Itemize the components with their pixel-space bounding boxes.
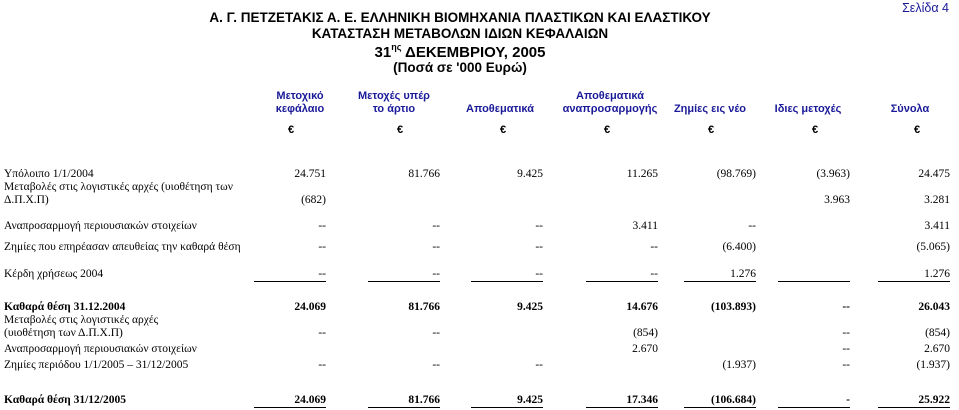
cell-value: 25.922	[918, 394, 950, 406]
column-header-line2: το άρτιο	[372, 103, 416, 115]
cell-value: (3.963)	[816, 168, 850, 180]
cell-value: 2.670	[924, 343, 950, 355]
total-underline	[254, 281, 326, 282]
total-underline	[471, 407, 543, 408]
row-label-continued: (υιοθέτηση των Δ.Π.Χ.Π)	[4, 327, 123, 339]
cell-value: (854)	[925, 327, 950, 339]
cell-value: 26.043	[918, 301, 950, 313]
cell-value: (1.937)	[916, 359, 950, 371]
cell-value: (1.937)	[722, 359, 756, 371]
cell-value: (106.684)	[710, 394, 756, 406]
cell-value: 14.676	[626, 301, 658, 313]
cell-value: --	[318, 359, 326, 371]
cell-value: --	[535, 241, 543, 253]
column-header-line1: Μετοχές υπέρ	[358, 90, 430, 102]
cell-value: 1.276	[924, 268, 950, 280]
row-label: Υπόλοιπο 1/1/2004	[4, 168, 94, 180]
total-underline	[778, 407, 850, 408]
cell-value: 24.475	[918, 168, 950, 180]
column-header	[334, 90, 454, 116]
total-underline	[684, 281, 756, 282]
row-label: Μεταβολές στις λογιστικές αρχές (υιοθέτηση των	[4, 181, 233, 193]
cell-value: --	[432, 268, 440, 280]
cell-value: (682)	[301, 194, 326, 206]
total-underline	[586, 281, 658, 282]
row-label: Καθαρά θέση 31/12/2005	[4, 394, 126, 406]
column-header-line1: Μετοχικό	[276, 90, 324, 102]
row-label-continued: Δ.Π.Χ.Π)	[4, 194, 49, 206]
cell-value: 3.411	[924, 220, 950, 232]
cell-value: 1.276	[730, 268, 756, 280]
date-suffix: ης	[391, 42, 402, 52]
date-month-year: ΔΕΚΕΜΒΡΙΟΥ, 2005	[405, 44, 546, 61]
column-header-line2: κεφάλαιο	[275, 103, 325, 115]
cell-value: 3.281	[924, 194, 950, 206]
cell-value: (98.769)	[716, 168, 756, 180]
column-header-line1	[850, 90, 959, 103]
currency-note: (Ποσά σε '000 Ευρώ)	[393, 60, 527, 75]
cell-value: --	[432, 220, 440, 232]
total-underline	[586, 407, 658, 408]
cell-value: --	[650, 268, 658, 280]
row-label: Ζημίες που επηρέασαν απευθείας την καθαρά θέση	[4, 241, 241, 253]
cell-value: --	[842, 359, 850, 371]
total-underline	[471, 281, 543, 282]
column-header	[440, 90, 560, 116]
total-underline	[368, 407, 440, 408]
cell-value: 2.670	[632, 343, 658, 355]
cell-value: 9.425	[517, 168, 543, 180]
cell-value: 81.766	[408, 394, 440, 406]
cell-value: 3.411	[632, 220, 658, 232]
cell-value: 9.425	[517, 301, 543, 313]
cell-value: --	[650, 241, 658, 253]
column-header-line2: Ζημίες εις νέο	[673, 103, 747, 115]
row-label: Αναπροσαρμογή περιουσιακών στοιχείων	[4, 343, 197, 355]
cell-value: --	[535, 268, 543, 280]
cell-value: --	[842, 343, 850, 355]
cell-value: --	[318, 241, 326, 253]
cell-value: 9.425	[517, 394, 543, 406]
column-header-line1: Αποθεματικά	[576, 90, 644, 102]
cell-value: 24.069	[294, 394, 326, 406]
row-label: Μεταβολές στις λογιστικές αρχές	[4, 314, 159, 326]
statement-date	[200, 42, 720, 61]
cell-value: --	[318, 268, 326, 280]
total-underline	[778, 281, 850, 282]
total-underline	[684, 407, 756, 408]
row-label: Αναπροσαρμογή περιουσιακών στοιχείων	[4, 220, 197, 232]
cell-value: 81.766	[408, 168, 440, 180]
cell-value: 17.346	[626, 394, 658, 406]
cell-value: --	[535, 359, 543, 371]
cell-value: --	[318, 220, 326, 232]
total-underline	[368, 281, 440, 282]
column-header-line2: Αποθεματικά	[466, 103, 534, 115]
currency-unit: €	[397, 124, 404, 136]
cell-value: 3.963	[824, 194, 850, 206]
cell-value: -	[846, 394, 850, 406]
total-underline	[254, 407, 326, 408]
cell-value: 24.069	[294, 301, 326, 313]
cell-value: --	[842, 327, 850, 339]
cell-value: --	[535, 220, 543, 232]
column-header-line1	[440, 90, 560, 103]
date-day: 31	[374, 44, 392, 61]
company-title: Α. Γ. ΠΕΤΖΕΤΑΚΙΣ Α. Ε. ΕΛΛΗΝΙΚΗ ΒΙΟΜΗΧΑΝΙΑ ΠΛΑΣΤΙΚΩΝ ΚΑΙ ΕΛΑΣΤΙΚΟΥ	[209, 10, 711, 25]
cell-value: 24.751	[294, 168, 326, 180]
cell-value: 81.766	[408, 301, 440, 313]
cell-value: --	[432, 241, 440, 253]
column-header-line2: αναπροσαρμογής	[562, 103, 658, 115]
cell-value: --	[432, 327, 440, 339]
cell-value: --	[842, 301, 850, 313]
total-underline	[878, 281, 950, 282]
column-header-line2: Σύνολα	[890, 103, 930, 115]
row-label: Κέρδη χρήσεως 2004	[4, 268, 104, 280]
currency-unit: €	[604, 124, 611, 136]
currency-unit: €	[288, 124, 295, 136]
total-underline	[878, 407, 950, 408]
cell-value: 11.265	[626, 168, 658, 180]
cell-value: --	[748, 220, 756, 232]
currency-unit: €	[914, 124, 921, 136]
column-header	[850, 90, 959, 116]
cell-value: (5.065)	[916, 241, 950, 253]
column-header-line2: Ιδιες μετοχές	[774, 103, 842, 115]
row-label: Καθαρά θέση 31.12.2004	[4, 301, 126, 313]
currency-unit: €	[708, 124, 715, 136]
row-label: Ζημίες περιόδου 1/1/2005 – 31/12/2005	[4, 359, 189, 371]
page-number: Σελίδα 4	[902, 1, 949, 15]
cell-value: (103.893)	[710, 301, 756, 313]
currency-unit: €	[812, 124, 819, 136]
cell-value: (6.400)	[722, 241, 756, 253]
cell-value: --	[432, 359, 440, 371]
cell-value: (854)	[633, 327, 658, 339]
statement-title: ΚΑΤΑΣΤΑΣΗ ΜΕΤΑΒΟΛΩΝ ΙΔΙΩΝ ΚΕΦΑΛΑΙΩΝ	[311, 26, 609, 41]
currency-unit: €	[500, 124, 507, 136]
cell-value: --	[318, 327, 326, 339]
